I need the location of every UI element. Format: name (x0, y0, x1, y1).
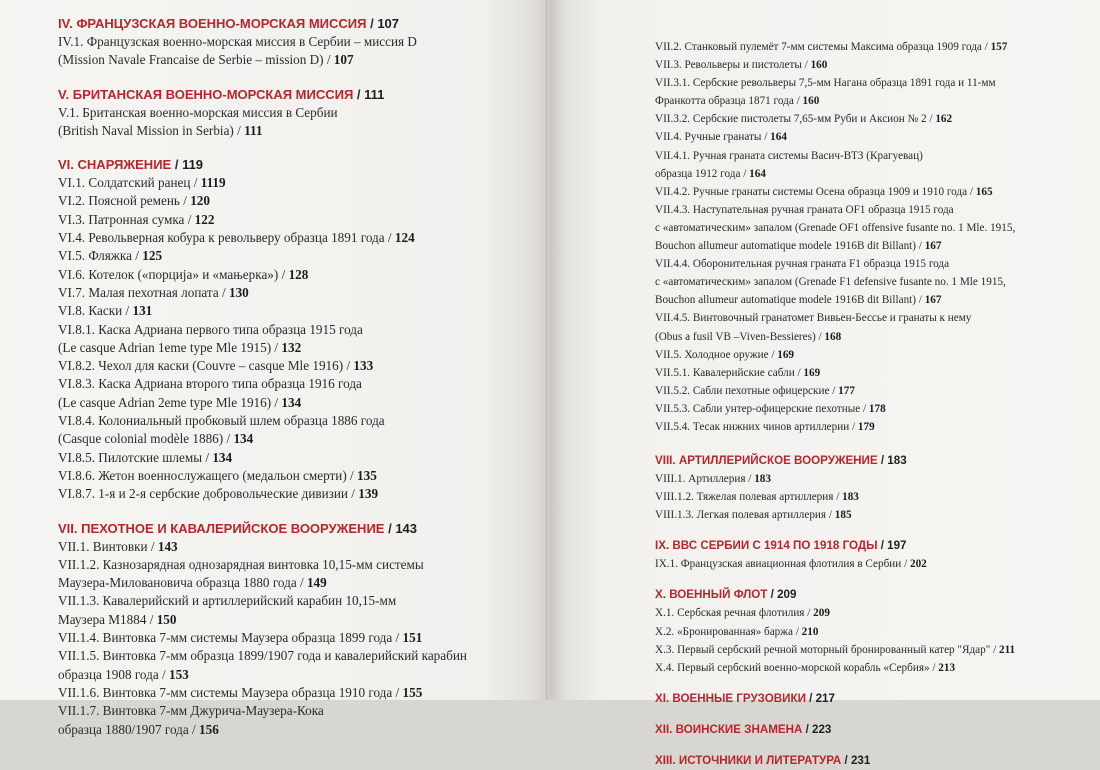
toc-entry-text: VI.1. Солдатский ранец (58, 175, 191, 191)
toc-entry: VI.3. Патронная сумка / 122 (58, 211, 215, 227)
toc-entry-page-number: 130 (228, 284, 249, 300)
toc-entry-page-number: 160 (802, 95, 820, 108)
toc-entry: VII.3.2. Сербские пистолеты 7,65-мм Руби и Аксион № 2 / 162 (655, 113, 953, 126)
toc-entry (655, 309, 1094, 327)
toc-section (655, 690, 1094, 708)
toc-entry: VI.8.7. 1-я и 2-я сербские добровольческие дивизии / 139 (58, 486, 379, 502)
toc-entry: VII.4. Ручные гранаты / 164 (655, 131, 787, 144)
toc-section (58, 85, 543, 141)
toc-entry-text: VII.4.3. Наступательная ручная граната OF1 образца 1915 года (655, 203, 954, 216)
toc-entry-page-number: 169 (803, 366, 821, 379)
toc-entry-page-number: 107 (333, 52, 354, 68)
toc-entry: VI.1. Солдатский ранец / 1119 (58, 175, 226, 191)
toc-entry-text: VII.1.7. Винтовка 7-мм Джурича-Маузера-Кока (58, 703, 324, 719)
toc-entry-page-number: 167 (924, 240, 942, 253)
toc-entry-text: VI.8.2. Чехол для каски (Couvre – casque Mle 1916) (58, 358, 344, 374)
toc-entry: (British Naval Mission in Serbia) / 111 (58, 122, 263, 138)
toc-entry: X.3. Первый сербский речной моторный бронированный катер "Ядар" / 211 (655, 643, 1016, 656)
section-title: БРИТАНСКАЯ ВОЕННО-МОРСКАЯ МИССИЯ (72, 86, 354, 102)
toc-entry: образца 1908 года / 153 (58, 666, 189, 682)
toc-entry-page-number: 134 (281, 394, 302, 410)
toc-entry (58, 104, 543, 122)
toc-entry: VI.2. Поясной ремень / 120 (58, 193, 210, 209)
section-number: VI. (58, 157, 74, 173)
toc-entry: VII.2. Станковый пулемёт 7-мм системы Максима образца 1909 года / 157 (655, 41, 1008, 53)
section-number: XII. (655, 722, 673, 736)
toc-section (58, 14, 543, 70)
toc-entry: VI.6. Котелок («порција» и «мањерка») / 128 (58, 266, 309, 282)
toc-entry (655, 201, 1094, 219)
toc-entry-text: VII.1.5. Винтовка 7-мм образца 1899/1907 года и кавалерийский карабин (58, 648, 467, 664)
toc-entry (655, 147, 1094, 165)
toc-entry-page-number: 164 (770, 131, 787, 144)
toc-entry: VII.5.3. Сабли унтер-офицерские пехотные / 178 (655, 402, 886, 415)
toc-entry-text: VI.8.3. Каска Адриана второго типа образца 1916 года (58, 376, 362, 392)
toc-entry-page-number: 157 (990, 41, 1008, 53)
section-page-number: 223 (812, 722, 832, 736)
section-title: СНАРЯЖЕНИЕ (77, 157, 172, 173)
section-title: ПЕХОТНОЕ И КАВАЛЕРИЙСКОЕ ВООРУЖЕНИЕ (81, 520, 385, 536)
toc-entry-page-number: 164 (749, 167, 766, 180)
toc-section (655, 452, 1094, 524)
toc-entry-page-number: 179 (857, 420, 875, 433)
toc-entry-text: VI.8.4. Колониальный пробковый шлем образца 1886 года (58, 413, 385, 429)
toc-entry-text: VII.1.6. Винтовка 7-мм системы Маузера образца 1910 года (58, 684, 393, 700)
section-number: V. (58, 86, 70, 102)
toc-entry (58, 702, 543, 720)
toc-entry: VI.8. Каски / 131 (58, 303, 153, 319)
toc-section (655, 721, 1094, 739)
toc-entry: VI.8.2. Чехол для каски (Couvre – casque Mle 1916) / 133 (58, 358, 374, 374)
toc-entry (655, 74, 1094, 92)
section-number: XI. (655, 691, 670, 705)
toc-entry-text: (Le casque Adrian 2eme type Mle 1916) (58, 394, 272, 410)
toc-entry-text: VII.5.4. Тесак нижних чинов артиллерии (655, 420, 850, 433)
section-page-number: 111 (364, 86, 385, 102)
section-page-number: 217 (815, 691, 835, 705)
toc-entry-page-number: 134 (233, 431, 254, 447)
toc-entry: VII.1.6. Винтовка 7-мм системы Маузера образца 1910 года / 155 (58, 684, 423, 700)
toc-entry-text: (Obus a fusil VB –Viven-Bessieres) (655, 330, 816, 343)
toc-entry: Франкотта образца 1871 года / 160 (655, 95, 820, 108)
toc-entry: VII.5.1. Кавалерийские сабли / 169 (655, 366, 821, 379)
toc-entry-page-number: 177 (838, 384, 855, 397)
toc-entry-text: VI.2. Поясной ремень (58, 193, 180, 209)
toc-entry-text: VI.3. Патронная сумка (58, 211, 185, 227)
section-heading: VIII. АРТИЛЛЕРИЙСКОЕ ВООРУЖЕНИЕ / 183 (655, 454, 907, 468)
toc-entry: (Le casque Adrian 1eme type Mle 1915) / 132 (58, 339, 302, 355)
toc-entry-page-number: 210 (801, 625, 819, 638)
toc-entry-text: VII.4. Ручные гранаты (655, 131, 762, 144)
toc-entry: IX.1. Французская авиационная флотилия в Сербии / 202 (655, 558, 927, 571)
toc-entry-text: VII.4.5. Винтовочный гранатомет Вивьен-Бессье и гранаты к нему (655, 312, 972, 325)
toc-entry: VII.5.4. Тесак нижних чинов артиллерии / 179 (655, 420, 875, 433)
toc-entry-text: VI.8.6. Жетон военнослужащего (медальон смерти) (58, 467, 347, 483)
toc-entry: Bouchon allumeur automatique modele 1916B dit Billant) / 167 (655, 240, 942, 253)
section-number: IV. (58, 16, 73, 31)
toc-entry-page-number: 178 (868, 402, 886, 415)
toc-entry-text: (Le casque Adrian 1eme type Mle 1915) (58, 339, 272, 355)
toc-section (655, 38, 1094, 436)
toc-entry-text: VIII.1.3. Легкая полевая артиллерия (655, 509, 827, 522)
section-heading: VII. ПЕХОТНОЕ И КАВАЛЕРИЙСКОЕ ВООРУЖЕНИЕ / 143 (58, 520, 418, 536)
toc-entry: Маузера М1884 / 150 (58, 611, 177, 627)
toc-entry-text: VII.4.2. Ручные гранаты системы Осена образца 1909 и 1910 года (655, 185, 968, 198)
toc-entry-text: VII.1. Винтовки (58, 538, 148, 554)
section-heading: IV. ФРАНЦУЗСКАЯ ВОЕННО-МОРСКАЯ МИССИЯ / 107 (58, 16, 400, 31)
toc-entry-page-number: 131 (132, 303, 153, 319)
toc-entry: VI.8.6. Жетон военнослужащего (медальон смерти) / 135 (58, 467, 377, 483)
toc-entry-page-number: 124 (394, 230, 415, 246)
section-page-number: 143 (395, 520, 418, 536)
toc-entry-text: VII.3.2. Сербские пистолеты 7,65-мм Руби и Аксион № 2 (655, 113, 927, 126)
toc-entry: Bouchon allumeur automatique modele 1916B dit Billant) / 167 (655, 294, 942, 307)
section-title: ИСТОЧНИКИ И ЛИТЕРАТУРА (678, 753, 842, 767)
toc-entry-text: VI.8. Каски (58, 303, 123, 319)
section-heading: VI. СНАРЯЖЕНИЕ / 119 (58, 157, 204, 173)
toc-entry (58, 647, 543, 665)
toc-entry-text: VII.2. Станковый пулемёт 7-мм системы Максима образца 1909 года (655, 41, 982, 53)
toc-entry (58, 412, 543, 430)
section-page-number: 197 (887, 539, 907, 553)
toc-entry-text: VI.4. Револьверная кобура к револьверу образца 1891 года (58, 230, 385, 246)
toc-entry-page-number: 156 (199, 721, 219, 737)
toc-section (655, 537, 1094, 573)
toc-entry: (Obus a fusil VB –Viven-Bessieres) / 168 (655, 330, 842, 343)
toc-entry: VII.1. Винтовки / 143 (58, 538, 178, 554)
toc-entry-text: VII.1.4. Винтовка 7-мм системы Маузера образца 1899 года (58, 630, 393, 646)
toc-entry-text: X.4. Первый сербский военно-морской корабль «Сербия» (655, 661, 930, 674)
toc-entry-text: (Mission Navale Francaise de Serbie – mission D) (58, 52, 324, 68)
toc-entry-text: Bouchon allumeur automatique modele 1916B dit Billant) (655, 294, 916, 307)
toc-entry-text: VI.8.7. 1-я и 2-я сербские добровольческие дивизии (58, 486, 348, 502)
toc-entry-page-number: 1119 (200, 175, 226, 191)
toc-entry-text: IX.1. Французская авиационная флотилия в Сербии (655, 558, 902, 571)
toc-entry-text: Bouchon allumeur automatique modele 1916B dit Billant) (655, 240, 916, 253)
section-heading: XIII. ИСТОЧНИКИ И ЛИТЕРАТУРА / 231 (655, 753, 871, 767)
toc-entry (58, 592, 543, 610)
section-heading: XII. ВОИНСКИЕ ЗНАМЕНА / 223 (655, 722, 832, 736)
toc-entry: (Mission Navale Francaise de Serbie – mission D) / 107 (58, 52, 354, 68)
section-title: ВОЕННЫЙ ФЛОТ (669, 588, 768, 602)
toc-entry-text: с «автоматическим» запалом (Grenade F1 defensive fusante no. 1 Mle 1915, (655, 276, 1006, 289)
toc-entry-text: образца 1880/1907 года (58, 721, 189, 737)
toc-entry: VII.1.4. Винтовка 7-мм системы Маузера образца 1899 года / 151 (58, 630, 423, 646)
toc-entry-text: с «автоматическим» запалом (Grenade OF1 offensive fusante no. 1 Mle. 1915, (655, 221, 1016, 234)
toc-entry: (Le casque Adrian 2eme type Mle 1916) / 134 (58, 394, 302, 410)
toc-entry-page-number: 211 (998, 643, 1016, 656)
toc-entry: VII.5. Холодное оружие / 169 (655, 348, 795, 361)
toc-section (58, 519, 543, 739)
toc-entry-page-number: 183 (842, 491, 859, 504)
toc-entry-page-number: 185 (834, 509, 852, 522)
toc-entry-page-number: 128 (288, 266, 309, 282)
toc-entry-text: VIII.1.2. Тяжелая полевая артиллерия (655, 491, 834, 504)
toc-section (655, 586, 1094, 676)
toc-entry-page-number: 122 (194, 211, 215, 227)
section-number: XIII. (655, 753, 676, 767)
toc-entry-text: VII.5. Холодное оружие (655, 348, 769, 361)
toc-entry: X.1. Сербская речная флотилия / 209 (655, 607, 830, 620)
toc-entry-text: X.3. Первый сербский речной моторный бронированный катер "Ядар" (655, 643, 991, 656)
section-heading: XI. ВОЕННЫЕ ГРУЗОВИКИ / 217 (655, 691, 835, 705)
toc-entry (58, 556, 543, 574)
toc-entry-page-number: 132 (281, 339, 302, 355)
toc-entry-text: VI.6. Котелок («порција» и «мањерка») (58, 266, 279, 282)
toc-entry: VII.3. Револьверы и пистолеты / 160 (655, 59, 828, 72)
toc-entry-page-number: 120 (190, 193, 210, 209)
toc-entry-page-number: 143 (157, 538, 178, 554)
toc-entry-page-number: 160 (810, 59, 828, 72)
section-number: VIII. (655, 454, 676, 468)
section-page-number: 231 (850, 753, 871, 767)
left-page (0, 0, 549, 737)
toc-entry-text: VII.4.1. Ручная граната системы Васич-ВТЗ (Крагуевац) (655, 149, 923, 162)
toc-entry-text: Маузера М1884 (58, 611, 147, 627)
toc-entry-text: VII.4.4. Оборонительная ручная граната F1 образца 1915 года (655, 258, 950, 271)
toc-entry-text: VII.3.1. Сербские револьверы 7,5-мм Нагана образца 1891 года и 11-мм (655, 77, 996, 90)
toc-entry: VI.5. Фляжка / 125 (58, 248, 163, 264)
section-page-number: 107 (377, 16, 400, 31)
toc-entry-text: X.2. «Бронированная» баржа (655, 625, 793, 638)
toc-entry-page-number: 169 (777, 348, 795, 361)
toc-entry-page-number: 162 (935, 113, 953, 126)
toc-entry-text: IV.1. Французская военно-морская миссия в Сербии – миссия D (58, 34, 417, 49)
toc-entry: VI.8.5. Пилотские шлемы / 134 (58, 449, 233, 465)
section-heading: X. ВОЕННЫЙ ФЛОТ / 209 (655, 588, 797, 602)
toc-entry-page-number: 134 (212, 449, 233, 465)
toc-entry-text: VII.5.1. Кавалерийские сабли (655, 366, 795, 379)
toc-entry-text: VII.5.2. Сабли пехотные офицерские (655, 384, 830, 397)
toc-entry (655, 255, 1094, 273)
toc-entry-text: VII.1.3. Кавалерийский и артиллерийский карабин 10,15-мм (58, 593, 397, 609)
toc-entry-page-number: 153 (168, 666, 189, 682)
toc-entry-page-number: 209 (813, 607, 830, 620)
toc-entry: VIII.1. Артиллерия / 183 (655, 473, 771, 486)
toc-entry: X.2. «Бронированная» баржа / 210 (655, 625, 819, 638)
toc-entry: VIII.1.3. Легкая полевая артиллерия / 185 (655, 509, 852, 522)
toc-entry-page-number: 213 (938, 661, 956, 674)
toc-entry-page-number: 133 (353, 358, 374, 374)
section-number: IX. (655, 539, 670, 553)
toc-entry-page-number: 139 (358, 486, 379, 502)
toc-entry: VII.4.2. Ручные гранаты системы Осена образца 1909 и 1910 года / 165 (655, 185, 993, 198)
toc-entry: VII.5.2. Сабли пехотные офицерские / 177 (655, 384, 855, 397)
toc-entry-page-number: 150 (156, 611, 177, 627)
toc-entry-text: VI.5. Фляжка (58, 248, 132, 264)
toc-entry-page-number: 125 (142, 248, 163, 264)
section-page-number: 209 (777, 588, 797, 602)
toc-section (58, 155, 543, 503)
toc-entry-text: VII.3. Револьверы и пистолеты (655, 59, 802, 72)
toc-entry-text: VI.7. Малая пехотная лопата (58, 284, 219, 300)
toc-entry-text: VI.8.5. Пилотские шлемы (58, 449, 203, 465)
toc-section (655, 752, 1094, 770)
section-number: X. (655, 588, 666, 602)
toc-entry-text: образца 1912 года (655, 167, 741, 180)
toc-entry: X.4. Первый сербский военно-морской корабль «Сербия» / 213 (655, 661, 956, 674)
toc-entry-page-number: 155 (402, 684, 423, 700)
toc-entry: (Casque colonial modèle 1886) / 134 (58, 431, 254, 447)
section-title: ВОИНСКИЕ ЗНАМЕНА (675, 722, 803, 736)
toc-entry-page-number: 202 (909, 558, 927, 571)
right-page (549, 0, 1100, 767)
toc-entry: Маузера-Миловановича образца 1880 года / 149 (58, 575, 327, 591)
toc-entry-page-number: 183 (754, 473, 771, 486)
toc-entry: образца 1880/1907 года / 156 (58, 721, 219, 737)
toc-entry (58, 33, 543, 51)
toc-entry-page-number: 168 (824, 330, 842, 343)
toc-entry-page-number: 135 (357, 467, 377, 483)
section-title: ВВС СЕРБИИ С 1914 ПО 1918 ГОДЫ (672, 539, 878, 553)
toc-entry-text: (Casque colonial modèle 1886) (58, 431, 224, 447)
toc-entry (655, 219, 1094, 237)
toc-entry: VI.7. Малая пехотная лопата / 130 (58, 284, 249, 300)
toc-entry-text: VIII.1. Артиллерия (655, 473, 746, 486)
toc-entry-text: X.1. Сербская речная флотилия (655, 607, 805, 620)
toc-entry-page-number: 149 (306, 575, 327, 591)
section-title: ФРАНЦУЗСКАЯ ВОЕННО-МОРСКАЯ МИССИЯ (76, 16, 367, 31)
toc-entry-page-number: 151 (402, 630, 423, 646)
toc-entry-text: образца 1908 года (58, 666, 159, 682)
section-page-number: 183 (887, 454, 907, 468)
toc-entry (58, 321, 543, 339)
toc-entry-page-number: 111 (244, 122, 263, 138)
section-heading: IX. ВВС СЕРБИИ С 1914 ПО 1918 ГОДЫ / 197 (655, 539, 907, 553)
toc-entry-text: VI.8.1. Каска Адриана первого типа образца 1915 года (58, 321, 363, 337)
toc-entry-text: VII.1.2. Казнозарядная однозарядная винтовка 10,15-мм системы (58, 556, 424, 572)
section-number: VII. (58, 520, 78, 536)
toc-entry: образца 1912 года / 164 (655, 167, 766, 180)
toc-entry: VIII.1.2. Тяжелая полевая артиллерия / 183 (655, 491, 859, 504)
toc-entry (58, 375, 543, 393)
section-page-number: 119 (182, 157, 204, 173)
toc-entry-text: (British Naval Mission in Serbia) (58, 122, 234, 138)
toc-entry-text: VII.5.3. Сабли унтер-офицерские пехотные (655, 402, 861, 415)
section-title: АРТИЛЛЕРИЙСКОЕ ВООРУЖЕНИЕ (678, 454, 878, 468)
toc-entry-page-number: 165 (975, 185, 993, 198)
section-heading: V. БРИТАНСКАЯ ВОЕННО-МОРСКАЯ МИССИЯ / 111 (58, 86, 385, 102)
toc-entry: VI.4. Револьверная кобура к револьверу образца 1891 года / 124 (58, 230, 415, 246)
toc-entry-text: Маузера-Миловановича образца 1880 года (58, 575, 297, 591)
toc-entry-text: Франкотта образца 1871 года (655, 95, 794, 108)
section-title: ВОЕННЫЕ ГРУЗОВИКИ (672, 691, 806, 705)
toc-entry (655, 273, 1094, 291)
toc-entry-page-number: 167 (924, 294, 942, 307)
toc-entry-text: V.1. Британская военно-морская миссия в Сербии (58, 104, 338, 120)
